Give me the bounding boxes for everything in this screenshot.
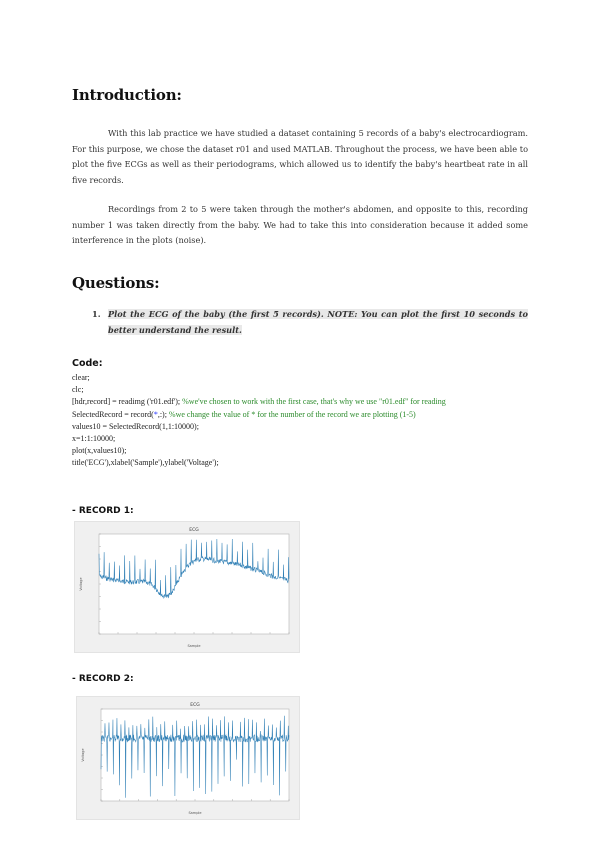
code-statement: ,:); <box>157 409 169 419</box>
record-1-plot <box>74 521 300 653</box>
ecg-chart-2 <box>77 697 299 819</box>
code-statement: SelectedRecord = record( <box>72 409 154 419</box>
y-axis-label: Voltage <box>79 577 83 591</box>
record-1-label: - RECORD 1: <box>72 506 134 516</box>
code-block <box>72 372 532 470</box>
intro-paragraph-1: With this lab practice we have studied a dataset containing 5 records of a baby's electrocardiogram. For this purpose, we chose the dataset r01 and used MATLAB. Throughout the process, we have been able to plot the five ECGs as well as their periodograms, which allowed us to identify the baby's heartbeat rate in all five records. <box>72 128 528 185</box>
question-1-number: 1. <box>92 309 101 319</box>
code-statement: [hdr,record] = readimg ('r01.edf'); <box>72 397 183 407</box>
introduction-heading: Introduction: <box>72 86 182 104</box>
code-line: clear; <box>72 373 90 382</box>
intro-paragraph-2: Recordings from 2 to 5 were taken through the mother's abdomen, and opposite to this, recording number 1 was taken directly from the baby. We had to take this into consideration because it added some interference in the plots (noise). <box>72 204 528 245</box>
code-placeholder: * <box>153 409 158 419</box>
code-line: x=1:1:10000; <box>72 434 116 444</box>
question-1 <box>92 307 528 338</box>
record-2-plot <box>76 696 300 820</box>
question-1-text: Plot the ECG of the baby (the first 5 records). NOTE: You can plot the first 10 seconds to better understand the result. <box>108 309 528 335</box>
x-axis-label: Sample <box>187 644 201 648</box>
code-line: values10 = SelectedRecord(1,1:10000); <box>72 421 199 431</box>
x-axis-label: Sample <box>188 811 202 815</box>
ecg-chart-1 <box>75 522 299 652</box>
code-line: title('ECG'),xlabel('Sample'),ylabel('Voltage'); <box>72 458 219 468</box>
code-comment: %we change the value of * for the number of the record we are plotting (1-5) <box>168 409 416 419</box>
code-line <box>72 396 532 408</box>
record-2-label: - RECORD 2: <box>72 674 134 684</box>
code-heading: Code: <box>72 358 103 369</box>
chart-title: ECG <box>189 528 199 533</box>
code-comment: %we've chosen to work with the first case, that's why we use "r01.edf" for reading <box>182 397 446 407</box>
questions-heading: Questions: <box>72 274 160 292</box>
code-line: plot(x,values10); <box>72 446 127 456</box>
y-axis-label: Voltage <box>81 748 85 762</box>
code-line: clc; <box>72 385 84 395</box>
chart-title: ECG <box>190 703 200 708</box>
plot-area <box>99 534 289 634</box>
code-line <box>72 409 532 421</box>
